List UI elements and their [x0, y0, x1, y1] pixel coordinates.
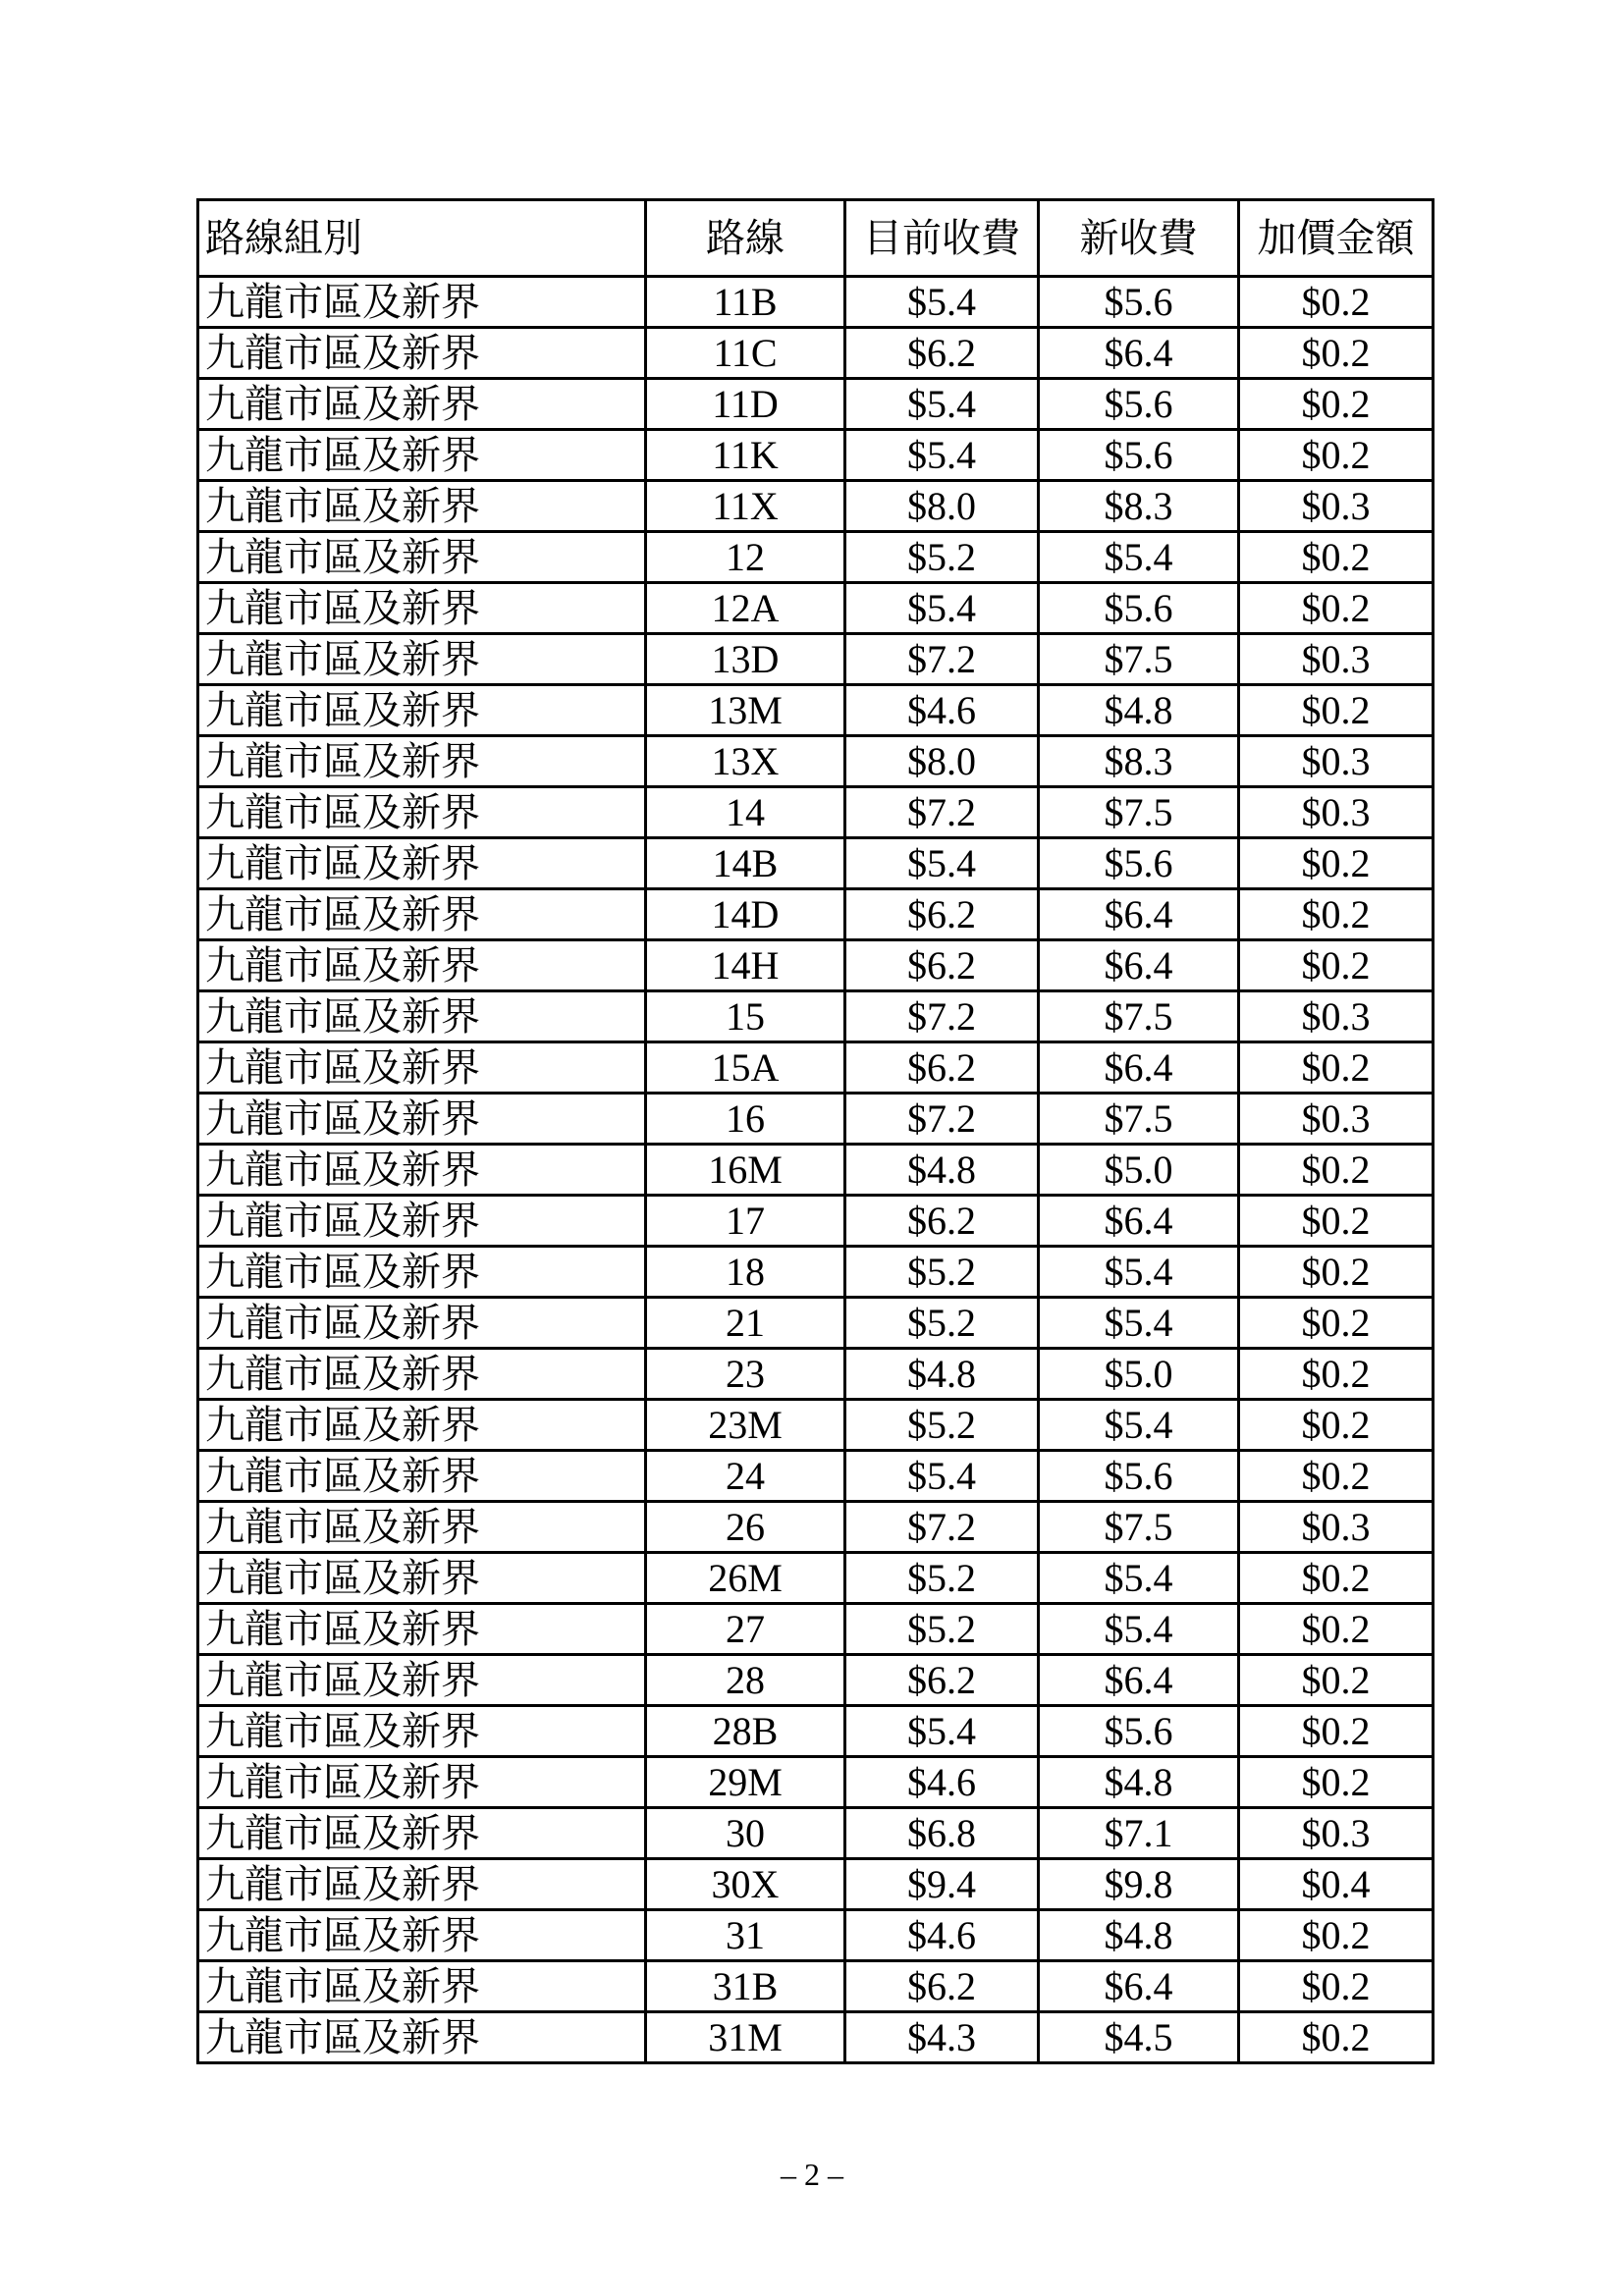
cell-increase-amount: $0.3 — [1239, 1502, 1434, 1553]
cell-new-fare: $5.6 — [1039, 1706, 1239, 1757]
cell-route-group: 九龍市區及新界 — [198, 1400, 646, 1451]
cell-new-fare: $4.5 — [1039, 2012, 1239, 2063]
cell-new-fare: $4.8 — [1039, 1757, 1239, 1808]
cell-new-fare: $5.6 — [1039, 430, 1239, 481]
cell-new-fare: $6.4 — [1039, 1042, 1239, 1094]
cell-current-fare: $7.2 — [845, 634, 1039, 685]
cell-new-fare: $5.6 — [1039, 277, 1239, 328]
cell-route: 27 — [646, 1604, 845, 1655]
table-row — [198, 634, 1434, 685]
cell-route: 21 — [646, 1298, 845, 1349]
cell-increase-amount: $0.2 — [1239, 1298, 1434, 1349]
cell-increase-amount: $0.2 — [1239, 1604, 1434, 1655]
cell-current-fare: $5.4 — [845, 379, 1039, 430]
table-row — [198, 379, 1434, 430]
cell-increase-amount: $0.2 — [1239, 1400, 1434, 1451]
cell-route-group: 九龍市區及新界 — [198, 1042, 646, 1094]
cell-new-fare: $5.0 — [1039, 1145, 1239, 1196]
cell-route: 14 — [646, 787, 845, 838]
cell-route-group: 九龍市區及新界 — [198, 1859, 646, 1910]
cell-current-fare: $9.4 — [845, 1859, 1039, 1910]
cell-route-group: 九龍市區及新界 — [198, 1910, 646, 1961]
cell-route-group: 九龍市區及新界 — [198, 1502, 646, 1553]
cell-route: 26 — [646, 1502, 845, 1553]
cell-route-group: 九龍市區及新界 — [198, 889, 646, 940]
cell-route-group: 九龍市區及新界 — [198, 277, 646, 328]
cell-increase-amount: $0.2 — [1239, 277, 1434, 328]
cell-current-fare: $7.2 — [845, 1094, 1039, 1145]
table-row — [198, 1400, 1434, 1451]
cell-route: 14H — [646, 940, 845, 991]
cell-increase-amount: $0.2 — [1239, 583, 1434, 634]
table-row — [198, 532, 1434, 583]
cell-route-group: 九龍市區及新界 — [198, 1247, 646, 1298]
cell-new-fare: $5.6 — [1039, 1451, 1239, 1502]
cell-route-group: 九龍市區及新界 — [198, 1706, 646, 1757]
cell-current-fare: $5.4 — [845, 430, 1039, 481]
table-row — [198, 583, 1434, 634]
cell-route-group: 九龍市區及新界 — [198, 1298, 646, 1349]
cell-route: 16 — [646, 1094, 845, 1145]
table-row — [198, 736, 1434, 787]
cell-route: 15A — [646, 1042, 845, 1094]
cell-increase-amount: $0.2 — [1239, 685, 1434, 736]
cell-route-group: 九龍市區及新界 — [198, 940, 646, 991]
table-row — [198, 1961, 1434, 2012]
cell-current-fare: $6.2 — [845, 1042, 1039, 1094]
cell-route: 23 — [646, 1349, 845, 1400]
cell-route: 11B — [646, 277, 845, 328]
cell-route: 30X — [646, 1859, 845, 1910]
cell-increase-amount: $0.2 — [1239, 2012, 1434, 2063]
cell-route: 11X — [646, 481, 845, 532]
table-row — [198, 685, 1434, 736]
table-row — [198, 1196, 1434, 1247]
cell-current-fare: $5.4 — [845, 1451, 1039, 1502]
cell-increase-amount: $0.4 — [1239, 1859, 1434, 1910]
table-row — [198, 1655, 1434, 1706]
table-row — [198, 1859, 1434, 1910]
cell-route: 31B — [646, 1961, 845, 2012]
table-row — [198, 1910, 1434, 1961]
cell-increase-amount: $0.2 — [1239, 1247, 1434, 1298]
cell-route: 12 — [646, 532, 845, 583]
cell-route: 11C — [646, 328, 845, 379]
cell-route-group: 九龍市區及新界 — [198, 1604, 646, 1655]
table-row — [198, 1604, 1434, 1655]
cell-increase-amount: $0.2 — [1239, 1553, 1434, 1604]
cell-new-fare: $6.4 — [1039, 1196, 1239, 1247]
cell-new-fare: $5.4 — [1039, 532, 1239, 583]
cell-route: 31 — [646, 1910, 845, 1961]
cell-increase-amount: $0.2 — [1239, 940, 1434, 991]
cell-increase-amount: $0.2 — [1239, 1042, 1434, 1094]
cell-increase-amount: $0.3 — [1239, 481, 1434, 532]
cell-route-group: 九龍市區及新界 — [198, 991, 646, 1042]
table-row — [198, 2012, 1434, 2063]
cell-current-fare: $5.2 — [845, 1553, 1039, 1604]
cell-new-fare: $6.4 — [1039, 1655, 1239, 1706]
cell-new-fare: $7.5 — [1039, 787, 1239, 838]
cell-route-group: 九龍市區及新界 — [198, 1757, 646, 1808]
cell-increase-amount: $0.2 — [1239, 1655, 1434, 1706]
col-header-current-fare: 目前收費 — [845, 200, 1039, 277]
table-row — [198, 787, 1434, 838]
cell-increase-amount: $0.2 — [1239, 379, 1434, 430]
cell-new-fare: $7.5 — [1039, 1502, 1239, 1553]
cell-new-fare: $8.3 — [1039, 736, 1239, 787]
cell-current-fare: $6.2 — [845, 1196, 1039, 1247]
col-header-increase-amount: 加價金額 — [1239, 200, 1434, 277]
cell-route-group: 九龍市區及新界 — [198, 583, 646, 634]
cell-new-fare: $7.5 — [1039, 991, 1239, 1042]
cell-route: 13D — [646, 634, 845, 685]
cell-new-fare: $5.4 — [1039, 1604, 1239, 1655]
cell-route: 18 — [646, 1247, 845, 1298]
cell-current-fare: $5.2 — [845, 1604, 1039, 1655]
cell-new-fare: $6.4 — [1039, 940, 1239, 991]
cell-current-fare: $4.6 — [845, 1910, 1039, 1961]
cell-increase-amount: $0.2 — [1239, 1145, 1434, 1196]
cell-new-fare: $5.4 — [1039, 1298, 1239, 1349]
cell-current-fare: $5.2 — [845, 1247, 1039, 1298]
cell-increase-amount: $0.2 — [1239, 328, 1434, 379]
table-row — [198, 1094, 1434, 1145]
cell-increase-amount: $0.2 — [1239, 1196, 1434, 1247]
cell-increase-amount: $0.2 — [1239, 430, 1434, 481]
cell-current-fare: $5.4 — [845, 583, 1039, 634]
cell-route-group: 九龍市區及新界 — [198, 1349, 646, 1400]
cell-route: 12A — [646, 583, 845, 634]
cell-route: 29M — [646, 1757, 845, 1808]
cell-route: 16M — [646, 1145, 845, 1196]
cell-increase-amount: $0.2 — [1239, 838, 1434, 889]
table-row — [198, 1349, 1434, 1400]
cell-new-fare: $7.5 — [1039, 634, 1239, 685]
cell-increase-amount: $0.3 — [1239, 736, 1434, 787]
cell-new-fare: $5.4 — [1039, 1247, 1239, 1298]
cell-current-fare: $6.2 — [845, 328, 1039, 379]
cell-route-group: 九龍市區及新界 — [198, 379, 646, 430]
cell-current-fare: $5.2 — [845, 1298, 1039, 1349]
fare-table — [196, 198, 1435, 2064]
header-row — [198, 200, 1434, 277]
col-header-route-group: 路線組別 — [198, 200, 646, 277]
table-row — [198, 328, 1434, 379]
cell-current-fare: $7.2 — [845, 1502, 1039, 1553]
cell-increase-amount: $0.3 — [1239, 634, 1434, 685]
cell-new-fare: $4.8 — [1039, 685, 1239, 736]
table-row — [198, 838, 1434, 889]
cell-increase-amount: $0.3 — [1239, 1808, 1434, 1859]
cell-route-group: 九龍市區及新界 — [198, 532, 646, 583]
cell-route: 26M — [646, 1553, 845, 1604]
cell-increase-amount: $0.2 — [1239, 1961, 1434, 2012]
col-header-new-fare: 新收費 — [1039, 200, 1239, 277]
cell-current-fare: $4.8 — [845, 1349, 1039, 1400]
table-row — [198, 277, 1434, 328]
cell-new-fare: $6.4 — [1039, 889, 1239, 940]
cell-increase-amount: $0.3 — [1239, 1094, 1434, 1145]
cell-current-fare: $6.8 — [845, 1808, 1039, 1859]
table-row — [198, 1042, 1434, 1094]
cell-current-fare: $5.4 — [845, 1706, 1039, 1757]
cell-route-group: 九龍市區及新界 — [198, 634, 646, 685]
cell-route-group: 九龍市區及新界 — [198, 1808, 646, 1859]
cell-increase-amount: $0.2 — [1239, 1706, 1434, 1757]
table-row — [198, 481, 1434, 532]
table-row — [198, 1553, 1434, 1604]
fare-table-head — [198, 200, 1434, 277]
page-number: – 2 – — [781, 2157, 843, 2192]
cell-current-fare: $6.2 — [845, 1961, 1039, 2012]
cell-route: 14B — [646, 838, 845, 889]
cell-increase-amount: $0.2 — [1239, 1757, 1434, 1808]
cell-route: 15 — [646, 991, 845, 1042]
table-row — [198, 991, 1434, 1042]
cell-increase-amount: $0.3 — [1239, 991, 1434, 1042]
cell-increase-amount: $0.2 — [1239, 889, 1434, 940]
cell-route: 13M — [646, 685, 845, 736]
cell-new-fare: $9.8 — [1039, 1859, 1239, 1910]
cell-route-group: 九龍市區及新界 — [198, 1553, 646, 1604]
cell-increase-amount: $0.2 — [1239, 1451, 1434, 1502]
cell-route: 11K — [646, 430, 845, 481]
table-row — [198, 1451, 1434, 1502]
cell-current-fare: $5.2 — [845, 532, 1039, 583]
cell-current-fare: $4.8 — [845, 1145, 1039, 1196]
cell-current-fare: $7.2 — [845, 991, 1039, 1042]
table-row — [198, 430, 1434, 481]
cell-route-group: 九龍市區及新界 — [198, 1961, 646, 2012]
cell-increase-amount: $0.3 — [1239, 787, 1434, 838]
table-row — [198, 1247, 1434, 1298]
cell-route: 14D — [646, 889, 845, 940]
cell-new-fare: $5.6 — [1039, 583, 1239, 634]
col-header-route: 路線 — [646, 200, 845, 277]
cell-route: 30 — [646, 1808, 845, 1859]
table-row — [198, 1757, 1434, 1808]
cell-new-fare: $5.4 — [1039, 1400, 1239, 1451]
table-row — [198, 940, 1434, 991]
fare-table-body — [198, 277, 1434, 2063]
cell-current-fare: $8.0 — [845, 736, 1039, 787]
cell-route: 23M — [646, 1400, 845, 1451]
cell-current-fare: $4.6 — [845, 1757, 1039, 1808]
table-row — [198, 889, 1434, 940]
cell-route-group: 九龍市區及新界 — [198, 1145, 646, 1196]
cell-route-group: 九龍市區及新界 — [198, 481, 646, 532]
table-row — [198, 1298, 1434, 1349]
cell-current-fare: $6.2 — [845, 940, 1039, 991]
cell-route: 11D — [646, 379, 845, 430]
table-row — [198, 1808, 1434, 1859]
cell-current-fare: $7.2 — [845, 787, 1039, 838]
cell-route-group: 九龍市區及新界 — [198, 1655, 646, 1706]
table-row — [198, 1502, 1434, 1553]
cell-route: 28B — [646, 1706, 845, 1757]
cell-new-fare: $7.5 — [1039, 1094, 1239, 1145]
cell-new-fare: $8.3 — [1039, 481, 1239, 532]
cell-current-fare: $6.2 — [845, 1655, 1039, 1706]
cell-route-group: 九龍市區及新界 — [198, 1196, 646, 1247]
cell-new-fare: $5.4 — [1039, 1553, 1239, 1604]
table-row — [198, 1145, 1434, 1196]
cell-route-group: 九龍市區及新界 — [198, 1094, 646, 1145]
cell-new-fare: $4.8 — [1039, 1910, 1239, 1961]
cell-route-group: 九龍市區及新界 — [198, 838, 646, 889]
cell-new-fare: $5.0 — [1039, 1349, 1239, 1400]
cell-increase-amount: $0.2 — [1239, 532, 1434, 583]
cell-new-fare: $5.6 — [1039, 379, 1239, 430]
cell-route-group: 九龍市區及新界 — [198, 2012, 646, 2063]
cell-route: 13X — [646, 736, 845, 787]
cell-route-group: 九龍市區及新界 — [198, 328, 646, 379]
cell-route: 28 — [646, 1655, 845, 1706]
cell-current-fare: $4.6 — [845, 685, 1039, 736]
cell-route: 31M — [646, 2012, 845, 2063]
cell-current-fare: $5.4 — [845, 277, 1039, 328]
cell-current-fare: $4.3 — [845, 2012, 1039, 2063]
cell-route: 24 — [646, 1451, 845, 1502]
cell-route-group: 九龍市區及新界 — [198, 787, 646, 838]
cell-new-fare: $6.4 — [1039, 1961, 1239, 2012]
cell-increase-amount: $0.2 — [1239, 1349, 1434, 1400]
cell-new-fare: $5.6 — [1039, 838, 1239, 889]
cell-new-fare: $7.1 — [1039, 1808, 1239, 1859]
cell-current-fare: $6.2 — [845, 889, 1039, 940]
table-row — [198, 1706, 1434, 1757]
cell-increase-amount: $0.2 — [1239, 1910, 1434, 1961]
cell-current-fare: $5.2 — [845, 1400, 1039, 1451]
cell-route-group: 九龍市區及新界 — [198, 685, 646, 736]
cell-route-group: 九龍市區及新界 — [198, 736, 646, 787]
cell-new-fare: $6.4 — [1039, 328, 1239, 379]
cell-current-fare: $8.0 — [845, 481, 1039, 532]
cell-route: 17 — [646, 1196, 845, 1247]
cell-route-group: 九龍市區及新界 — [198, 430, 646, 481]
cell-current-fare: $5.4 — [845, 838, 1039, 889]
cell-route-group: 九龍市區及新界 — [198, 1451, 646, 1502]
